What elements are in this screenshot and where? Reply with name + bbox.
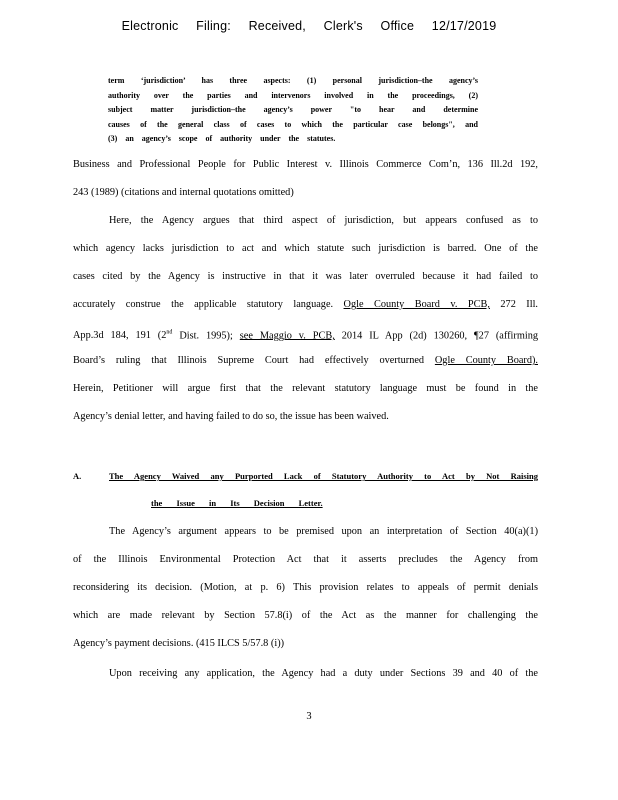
text-segment: Board’s ruling that Illinois Supreme Court had effectively overturned [73, 355, 425, 366]
argument-paragraph [73, 207, 538, 431]
section-heading [73, 469, 538, 508]
statute-paragraph [73, 518, 538, 658]
block-quote [108, 74, 478, 147]
case-citation: Ogle County Board v. PCB, [343, 299, 490, 310]
text-line: of the Illinois Environmental Protection Act that it asserts precludes the Agency from [73, 554, 538, 565]
page-number: 3 [306, 711, 312, 722]
heading-line [73, 469, 538, 483]
text-fragment: App.3d 184, 191 (2 [73, 330, 167, 342]
text-line [73, 319, 538, 347]
text-line: Agency’s payment decisions. (415 ILCS 5/57.8 (i)) [73, 638, 285, 649]
text-segment: accurately construe the applicable statutory language. [73, 299, 334, 310]
citation-paragraph [73, 151, 538, 207]
section-title-continued: the Issue in Its Decision Letter. [151, 498, 323, 508]
text-segment: 2014 IL App (2d) 130260, ¶27 (affirming [341, 330, 539, 342]
text-line: reconsidering its decision. (Motion, at p. 6) This provision relates to appeals of permit denials [73, 582, 538, 593]
text-line: The Agency’s argument appears to be premised upon an interpretation of Section 40(a)(1) [109, 526, 538, 537]
text-line: Herein, Petitioner will argue first that the relevant statutory language must be found in the [73, 383, 538, 394]
quote-line: subject matter jurisdiction–the agency’s power "to hear and determine [108, 105, 478, 114]
section-label: A. [73, 471, 82, 481]
quote-line: causes of the general class of cases to which the particular case belongs", and [108, 119, 478, 129]
quote-line: authority over the parties and intervenors involved in the proceedings, (2) [108, 90, 478, 100]
filing-header: Electronic Filing: Received, Clerk's Office 12/17/2019 [121, 19, 497, 33]
section-title: The Agency Waived any Purported Lack of Statutory Authority to Act by Not Raising [109, 471, 538, 481]
text-segment: Dist. 1995); [179, 330, 233, 342]
quote-line: (3) an agency’s scope of authority under the statutes. [108, 134, 336, 143]
text-line: Upon receiving any application, the Agency had a duty under Sections 39 and 40 of the [109, 668, 538, 679]
text-line: which are made relevant by Section 57.8(i) of the Act as the manner for challenging the [73, 610, 538, 621]
duty-paragraph [73, 660, 538, 688]
ordinal-suffix: nd [166, 330, 173, 336]
text-line [73, 347, 538, 375]
text-line: cases cited by the Agency is instructive in that it was later overruled because it had failed to [73, 271, 538, 282]
text-line: 243 (1989) (citations and internal quotations omitted) [73, 187, 294, 198]
quote-line: term ‘jurisdiction’ has three aspects: (1) personal jurisdiction–the agency’s [108, 76, 478, 85]
text-line: Business and Professional People for Public Interest v. Illinois Commerce Com’n, 136 Ill.2d 192, [73, 159, 538, 170]
case-citation: see Maggio v. PCB, [239, 330, 335, 342]
text-segment: 272 Ill. [500, 299, 539, 310]
text-line: Agency’s denial letter, and having failed to do so, the issue has been waived. [73, 411, 389, 422]
text-line: which agency lacks jurisdiction to act and which statute such jurisdiction is barred. One of the [73, 243, 538, 254]
text-line: Here, the Agency argues that third aspect of jurisdiction, but appears confused as to [109, 215, 538, 226]
text-segment [73, 330, 172, 341]
case-citation: Ogle County Board). [434, 355, 538, 366]
text-line [73, 291, 538, 319]
